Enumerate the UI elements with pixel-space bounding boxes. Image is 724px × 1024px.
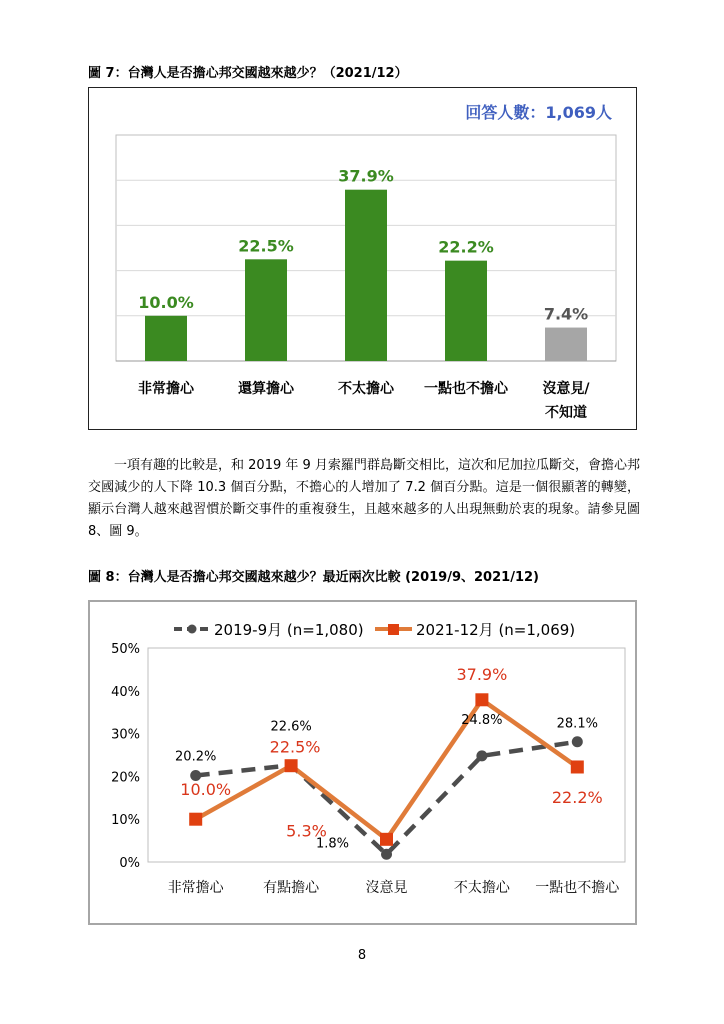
- body-paragraph: [88, 455, 640, 543]
- x-tick-label: 不太擔心: [453, 880, 510, 896]
- page-number: 8: [357, 948, 367, 963]
- legend-marker-2019: [188, 625, 197, 634]
- point-2021: [285, 759, 298, 772]
- bar-value-label: 10.0%: [138, 292, 194, 312]
- bar: [245, 259, 287, 361]
- x-tick-label: 非常擔心: [138, 381, 194, 397]
- point-2019: [572, 736, 583, 747]
- data-label-2019: 24.8%: [461, 712, 503, 728]
- point-2021: [380, 833, 393, 846]
- data-label-2021: 22.2%: [551, 787, 603, 807]
- plot-area-border: [148, 648, 625, 862]
- paragraph-text: 一項有趣的比較是，和 2019 年 9 月索羅門群島斷交相比，這次和尼加拉瓜斷交，會擔心邦交國減少的人下降 10.3 個百分點，不擔心的人增加了 7.2 個百分點。這是一個很顯著的轉變，顯示台灣人越來越習慣於斷交事件的重複發生，且越來越多的人出現無動於衷的現象。請參見圖 8、圖 9。: [88, 458, 640, 539]
- point-2021: [475, 693, 488, 706]
- data-label-2021: 22.5%: [269, 737, 321, 757]
- y-tick-label: 20%: [111, 770, 140, 786]
- x-tick-label: 非常擔心: [167, 880, 224, 896]
- bar: [345, 190, 387, 361]
- bar: [145, 316, 187, 361]
- legend-marker-2021: [388, 624, 399, 635]
- bar-value-label: 37.9%: [338, 166, 394, 186]
- data-label-2019: 20.2%: [175, 749, 217, 765]
- y-tick-label: 10%: [111, 813, 140, 829]
- x-tick-label: 沒意見: [365, 880, 408, 896]
- data-label-2021: 37.9%: [456, 664, 508, 684]
- bar-value-label: 22.5%: [238, 236, 294, 256]
- bar-value-label: 22.2%: [438, 237, 494, 257]
- figure-8-line-chart: [90, 602, 635, 923]
- figure-8-frame: [88, 600, 637, 925]
- legend-label-2019: 2019-9月 (n=1,080): [214, 621, 364, 639]
- point-2021: [189, 813, 202, 826]
- x-tick-label: 還算擔心: [238, 381, 294, 397]
- legend-label-2021: 2021-12月 (n=1,069): [416, 621, 576, 639]
- x-tick-label: 沒意見/不知道: [542, 381, 590, 421]
- data-label-2019: 1.8%: [315, 836, 350, 852]
- y-tick-label: 0%: [119, 856, 140, 871]
- figure-8-caption: 圖 8：台灣人是否擔心邦交國越來越少？最近兩次比較 (2019/9、2021/12): [88, 570, 539, 585]
- figure-7-caption: 圖 7：台灣人是否擔心邦交國越來越少？（2021/12）: [88, 66, 408, 81]
- figure-7-frame: [88, 87, 637, 430]
- y-tick-label: 30%: [111, 727, 140, 743]
- y-tick-label: 40%: [111, 684, 140, 700]
- data-label-2021: 10.0%: [180, 780, 232, 800]
- x-tick-label: 一點也不擔心: [424, 381, 508, 397]
- y-tick-label: 50%: [111, 642, 140, 657]
- x-tick-label: 不太擔心: [338, 381, 394, 397]
- point-2019: [476, 750, 487, 761]
- data-label-2019: 28.1%: [556, 716, 598, 732]
- data-label-2019: 22.6%: [270, 719, 312, 735]
- x-tick-label: 一點也不擔心: [535, 880, 620, 896]
- bar-value-label: 7.4%: [543, 304, 589, 324]
- x-tick-label: 有點擔心: [263, 880, 320, 896]
- data-label-2021: 5.3%: [286, 821, 327, 841]
- bar: [545, 328, 587, 361]
- figure-7-bar-chart: [89, 88, 635, 428]
- point-2019: [381, 849, 392, 860]
- point-2021: [571, 760, 584, 773]
- bar: [445, 261, 487, 361]
- respondent-count: 回答人數：1,069人: [465, 103, 612, 122]
